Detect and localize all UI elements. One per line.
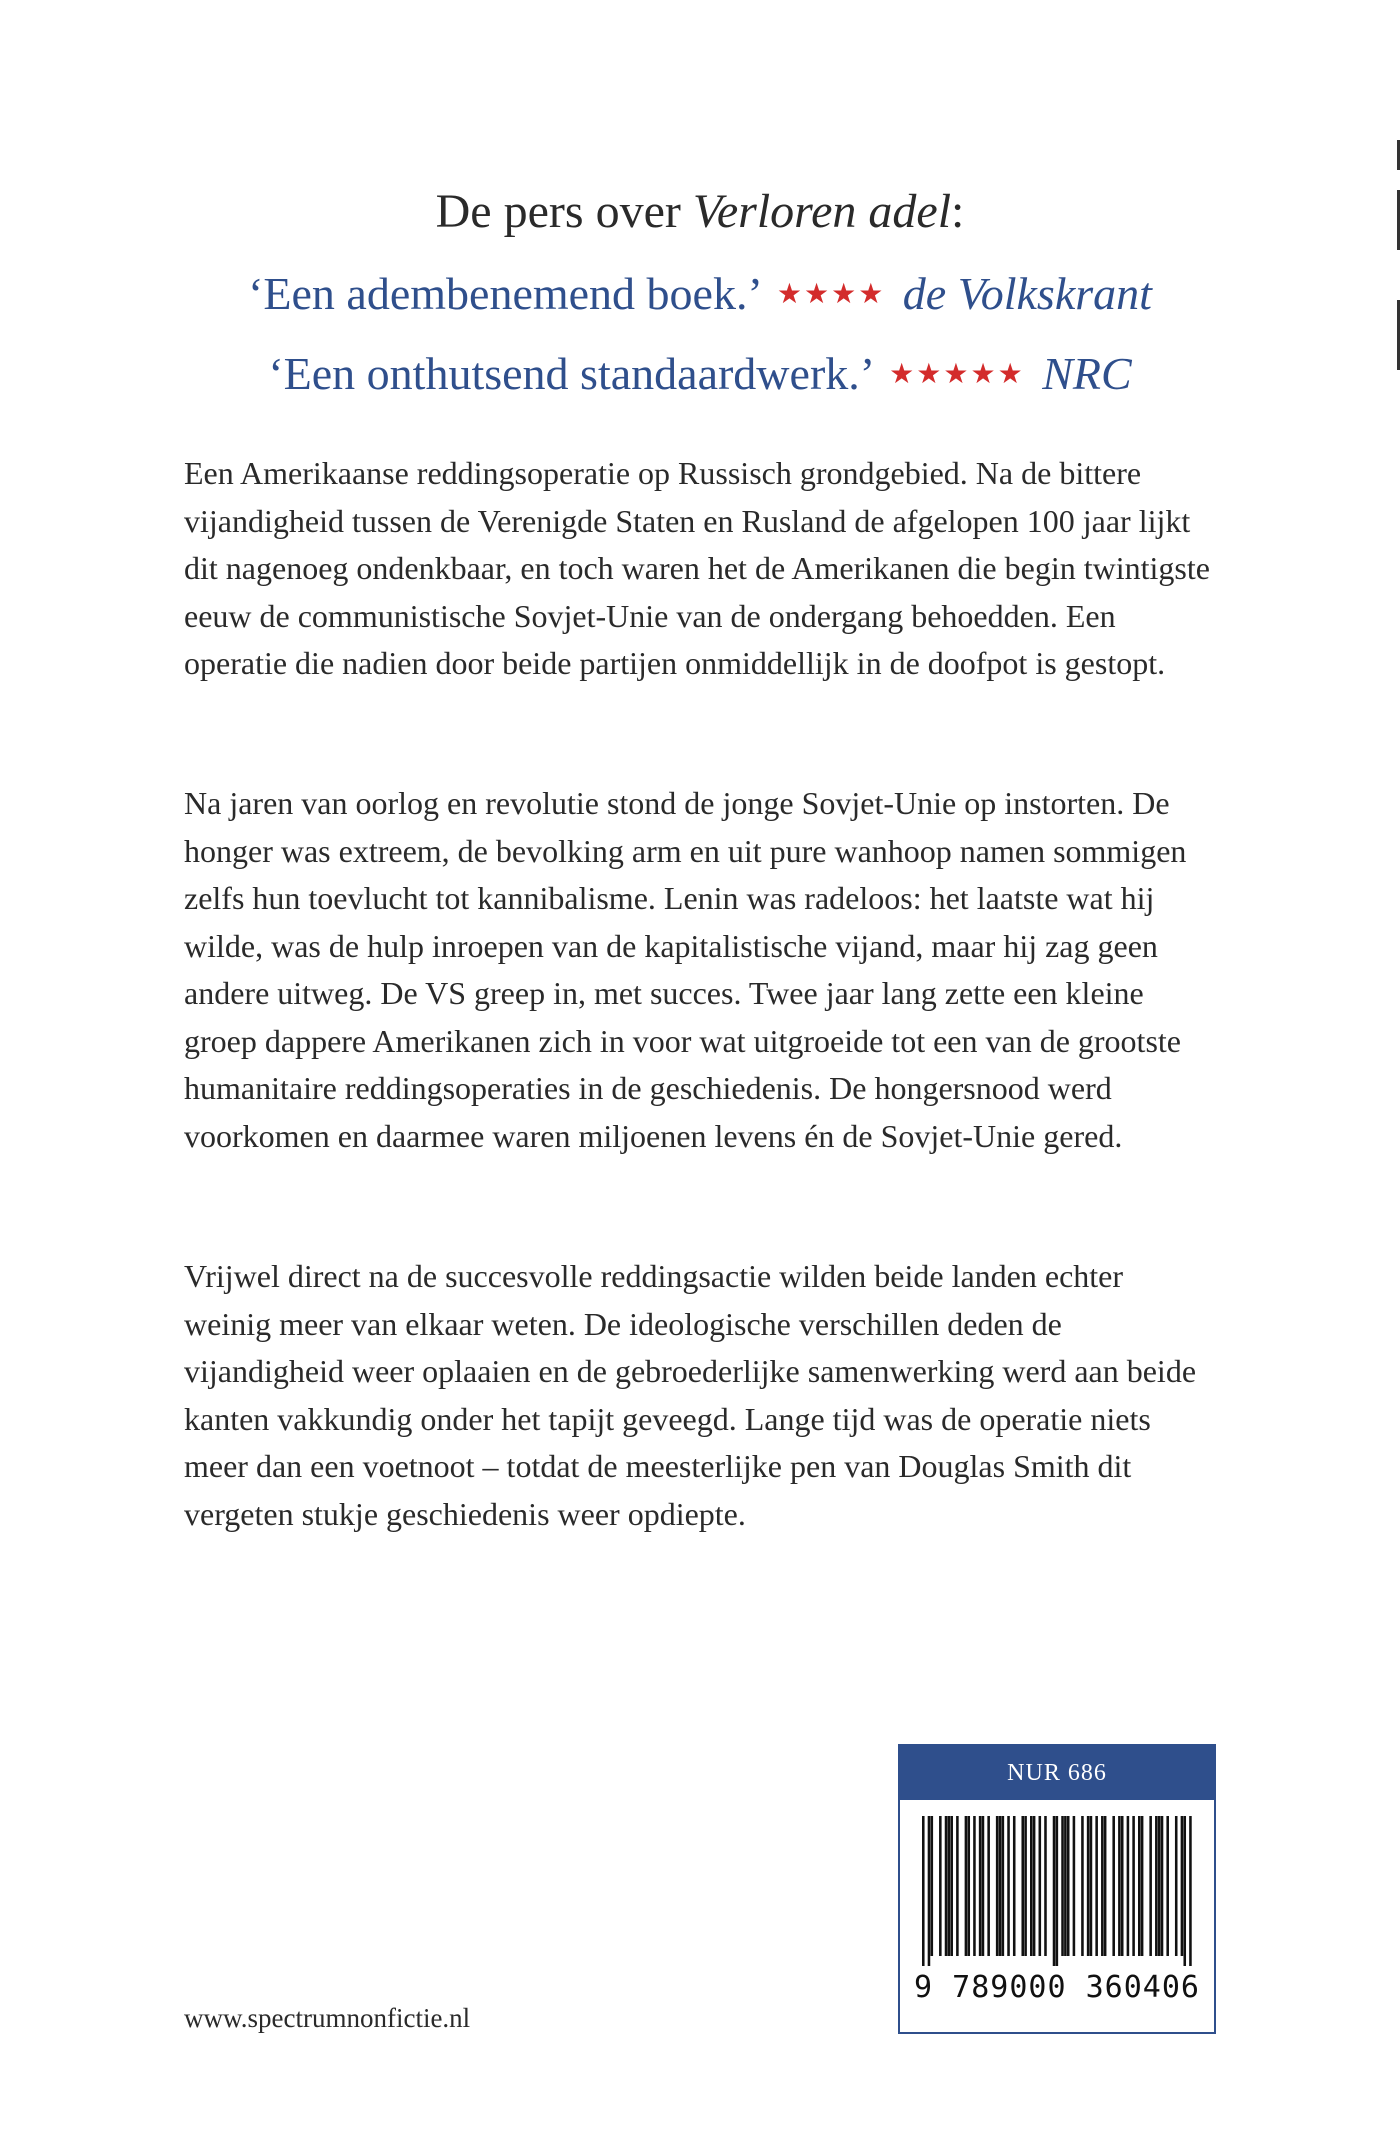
paragraph: Vrijwel direct na de succesvolle reddingsactie wilden beide landen echter weinig meer van elkaar weten. De ideologische verschillen deden de vijandigheid weer oplaaien en de gebroederlijke samenwerking werd aan beide kanten vakkundig onder het tapijt geveegd. Lange tijd was de operatie niets meer dan een voetnoot – totdat de meesterlijke pen van Douglas Smith dit vergeten stukje geschiedenis weer opdiepte.	[184, 1258, 1197, 1532]
quote-text: ‘Een adembenemend boek.’	[248, 268, 760, 319]
paragraph: Een Amerikaanse reddingsoperatie op Russisch grondgebied. Na de bittere vijandigheid tussen de Verenigde Staten en Rusland de afgelopen 100 jaar lijkt dit nagenoeg ondenkbaar, en toch waren het de Amerikanen die begin twintigste eeuw de communistische Sovjet-Unie van de ondergang behoedden. Een operatie die nadien door beide partijen onmiddellijk in de doofpot is gestopt.	[184, 455, 1210, 681]
isbn-number: 9 789000 360406	[914, 1970, 1200, 2005]
blurb-paragraph-3	[184, 1253, 1214, 1586]
nur-code: NUR 686	[900, 1746, 1214, 1800]
quote-source: NRC	[1042, 348, 1132, 399]
heading-suffix: :	[951, 185, 965, 238]
barcode-icon	[922, 1816, 1192, 1966]
paragraph: Na jaren van oorlog en revolutie stond de jonge Sovjet-Unie op instorten. De honger was extreem, de bevolking arm en uit pure wanhoop namen sommigen zelfs hun toevlucht tot kannibalisme. Lenin was radeloos: het laatste wat hij wilde, was de hulp inroepen van de kapitalistische vijand, maar hij zag geen andere uitweg. De VS greep in, met succes. Twee jaar lang zette een kleine groep dappere Amerikanen zich in voor wat uitgroeide tot een van de grootste humanitaire reddingsoperaties in de geschiedenis. De hongersnood werd voorkomen en daarmee waren miljoenen levens én de Sovjet-Unie gered.	[184, 785, 1187, 1154]
barcode-box	[898, 1744, 1216, 2034]
press-heading	[0, 182, 1400, 242]
book-title: Verloren adel	[692, 185, 952, 238]
publisher-website: www.spectrumnonfictie.nl	[184, 2003, 471, 2033]
blurb-paragraph-1	[184, 450, 1214, 736]
press-quote-2	[0, 344, 1400, 405]
quote-source: de Volkskrant	[902, 268, 1152, 319]
star-rating-icon: ★★★★★	[889, 359, 1025, 390]
blurb-paragraph-2	[184, 780, 1214, 1208]
press-quote-1	[0, 264, 1400, 325]
quote-text: ‘Een onthutsend standaardwerk.’	[268, 348, 872, 399]
star-rating-icon: ★★★★	[776, 279, 886, 310]
heading-prefix: De pers over	[435, 185, 693, 238]
